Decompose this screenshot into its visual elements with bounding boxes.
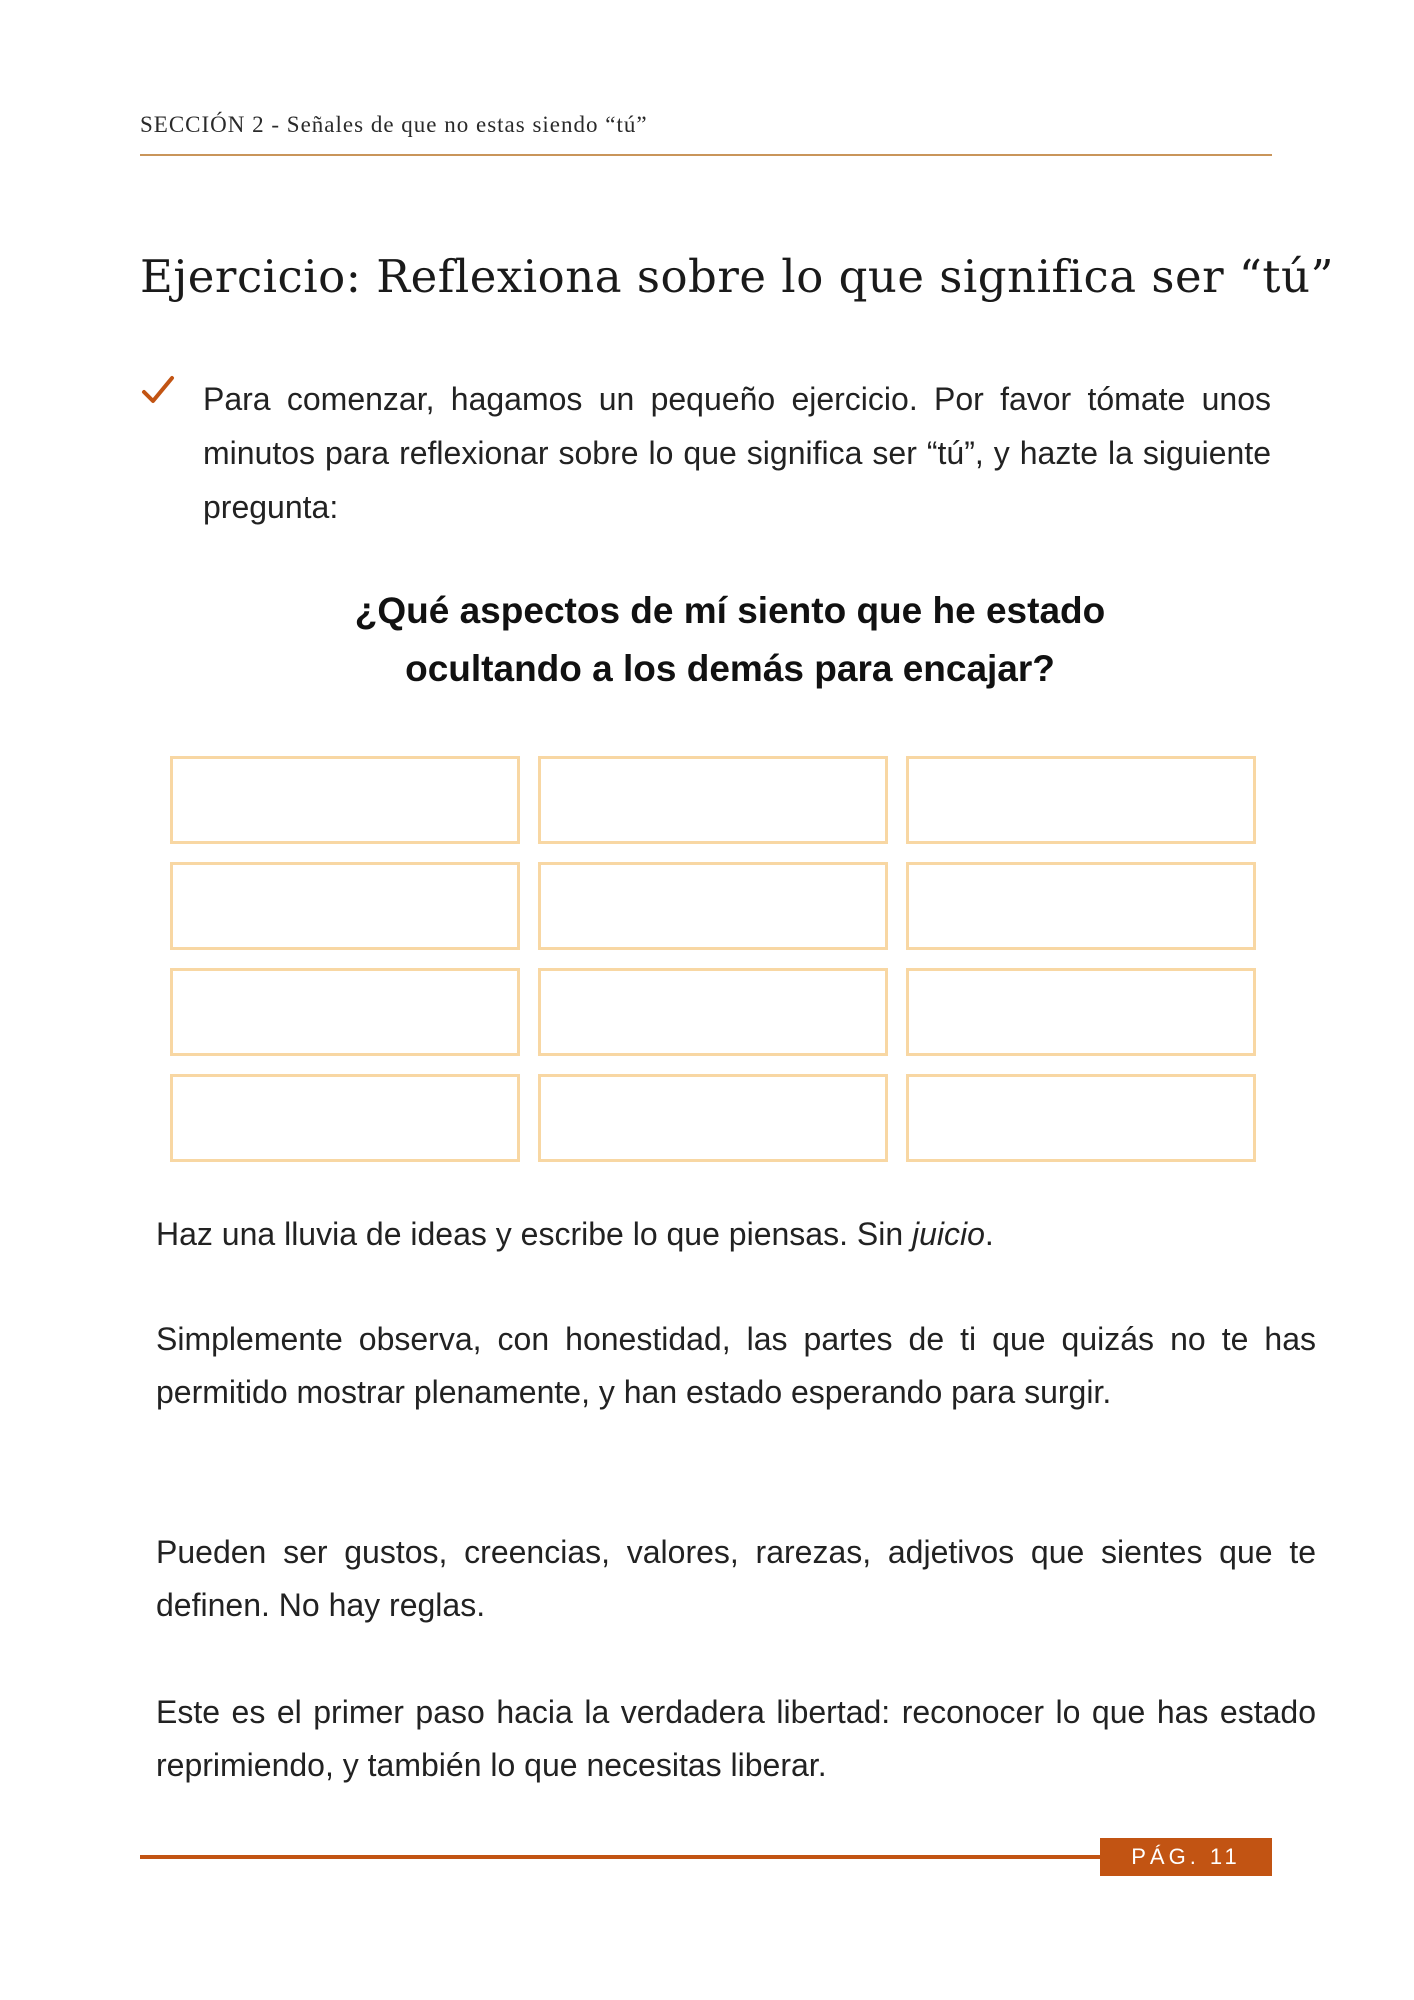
answer-box[interactable] <box>170 968 520 1056</box>
paragraph-brainstorm <box>156 1208 1316 1261</box>
header-divider <box>140 154 1272 156</box>
answer-box[interactable] <box>538 1074 888 1162</box>
page-number-badge: PÁG. 11 <box>1100 1838 1272 1876</box>
question-line-1: ¿Qué aspectos de mí siento que he estado <box>354 590 1106 631</box>
answer-box[interactable] <box>170 1074 520 1162</box>
answer-box[interactable] <box>170 862 520 950</box>
answer-box[interactable] <box>538 862 888 950</box>
paragraph-examples: Pueden ser gustos, creencias, valores, rarezas, adjetivos que sientes que te definen. No hay reglas. <box>156 1534 1316 1623</box>
checkmark-icon <box>140 372 176 408</box>
paragraph-brainstorm-text: Haz una lluvia de ideas y escribe lo que piensas. Sin <box>156 1216 912 1252</box>
page-title: Ejercicio: Reflexiona sobre lo que significa ser “tú” <box>140 250 1334 303</box>
answer-box[interactable] <box>906 1074 1256 1162</box>
answer-box[interactable] <box>170 756 520 844</box>
answer-grid <box>170 756 1256 1162</box>
answer-box[interactable] <box>906 968 1256 1056</box>
intro-text: Para comenzar, hagamos un pequeño ejercicio. Por favor tómate unos minutos para reflexionar sobre lo que significa ser “tú”, y hazte la siguiente pregunta: <box>203 381 1271 525</box>
answer-box[interactable] <box>906 756 1256 844</box>
paragraph-brainstorm-end: . <box>984 1216 994 1252</box>
paragraph-observe: Simplemente observa, con honestidad, las partes de ti que quizás no te has permitido mostrar plenamente, y han estado esperando para surgir. <box>156 1321 1316 1410</box>
section-header: SECCIÓN 2 - Señales de que no estas siendo “tú” <box>140 112 648 137</box>
question-line-2: ocultando a los demás para encajar? <box>405 648 1055 689</box>
footer-divider <box>140 1855 1100 1859</box>
answer-box[interactable] <box>538 968 888 1056</box>
answer-box[interactable] <box>906 862 1256 950</box>
answer-box[interactable] <box>538 756 888 844</box>
paragraph-brainstorm-emphasis: juicio <box>912 1216 985 1252</box>
paragraph-first-step: Este es el primer paso hacia la verdadera libertad: reconocer lo que has estado reprimiendo, y también lo que necesitas liberar. <box>156 1694 1316 1783</box>
